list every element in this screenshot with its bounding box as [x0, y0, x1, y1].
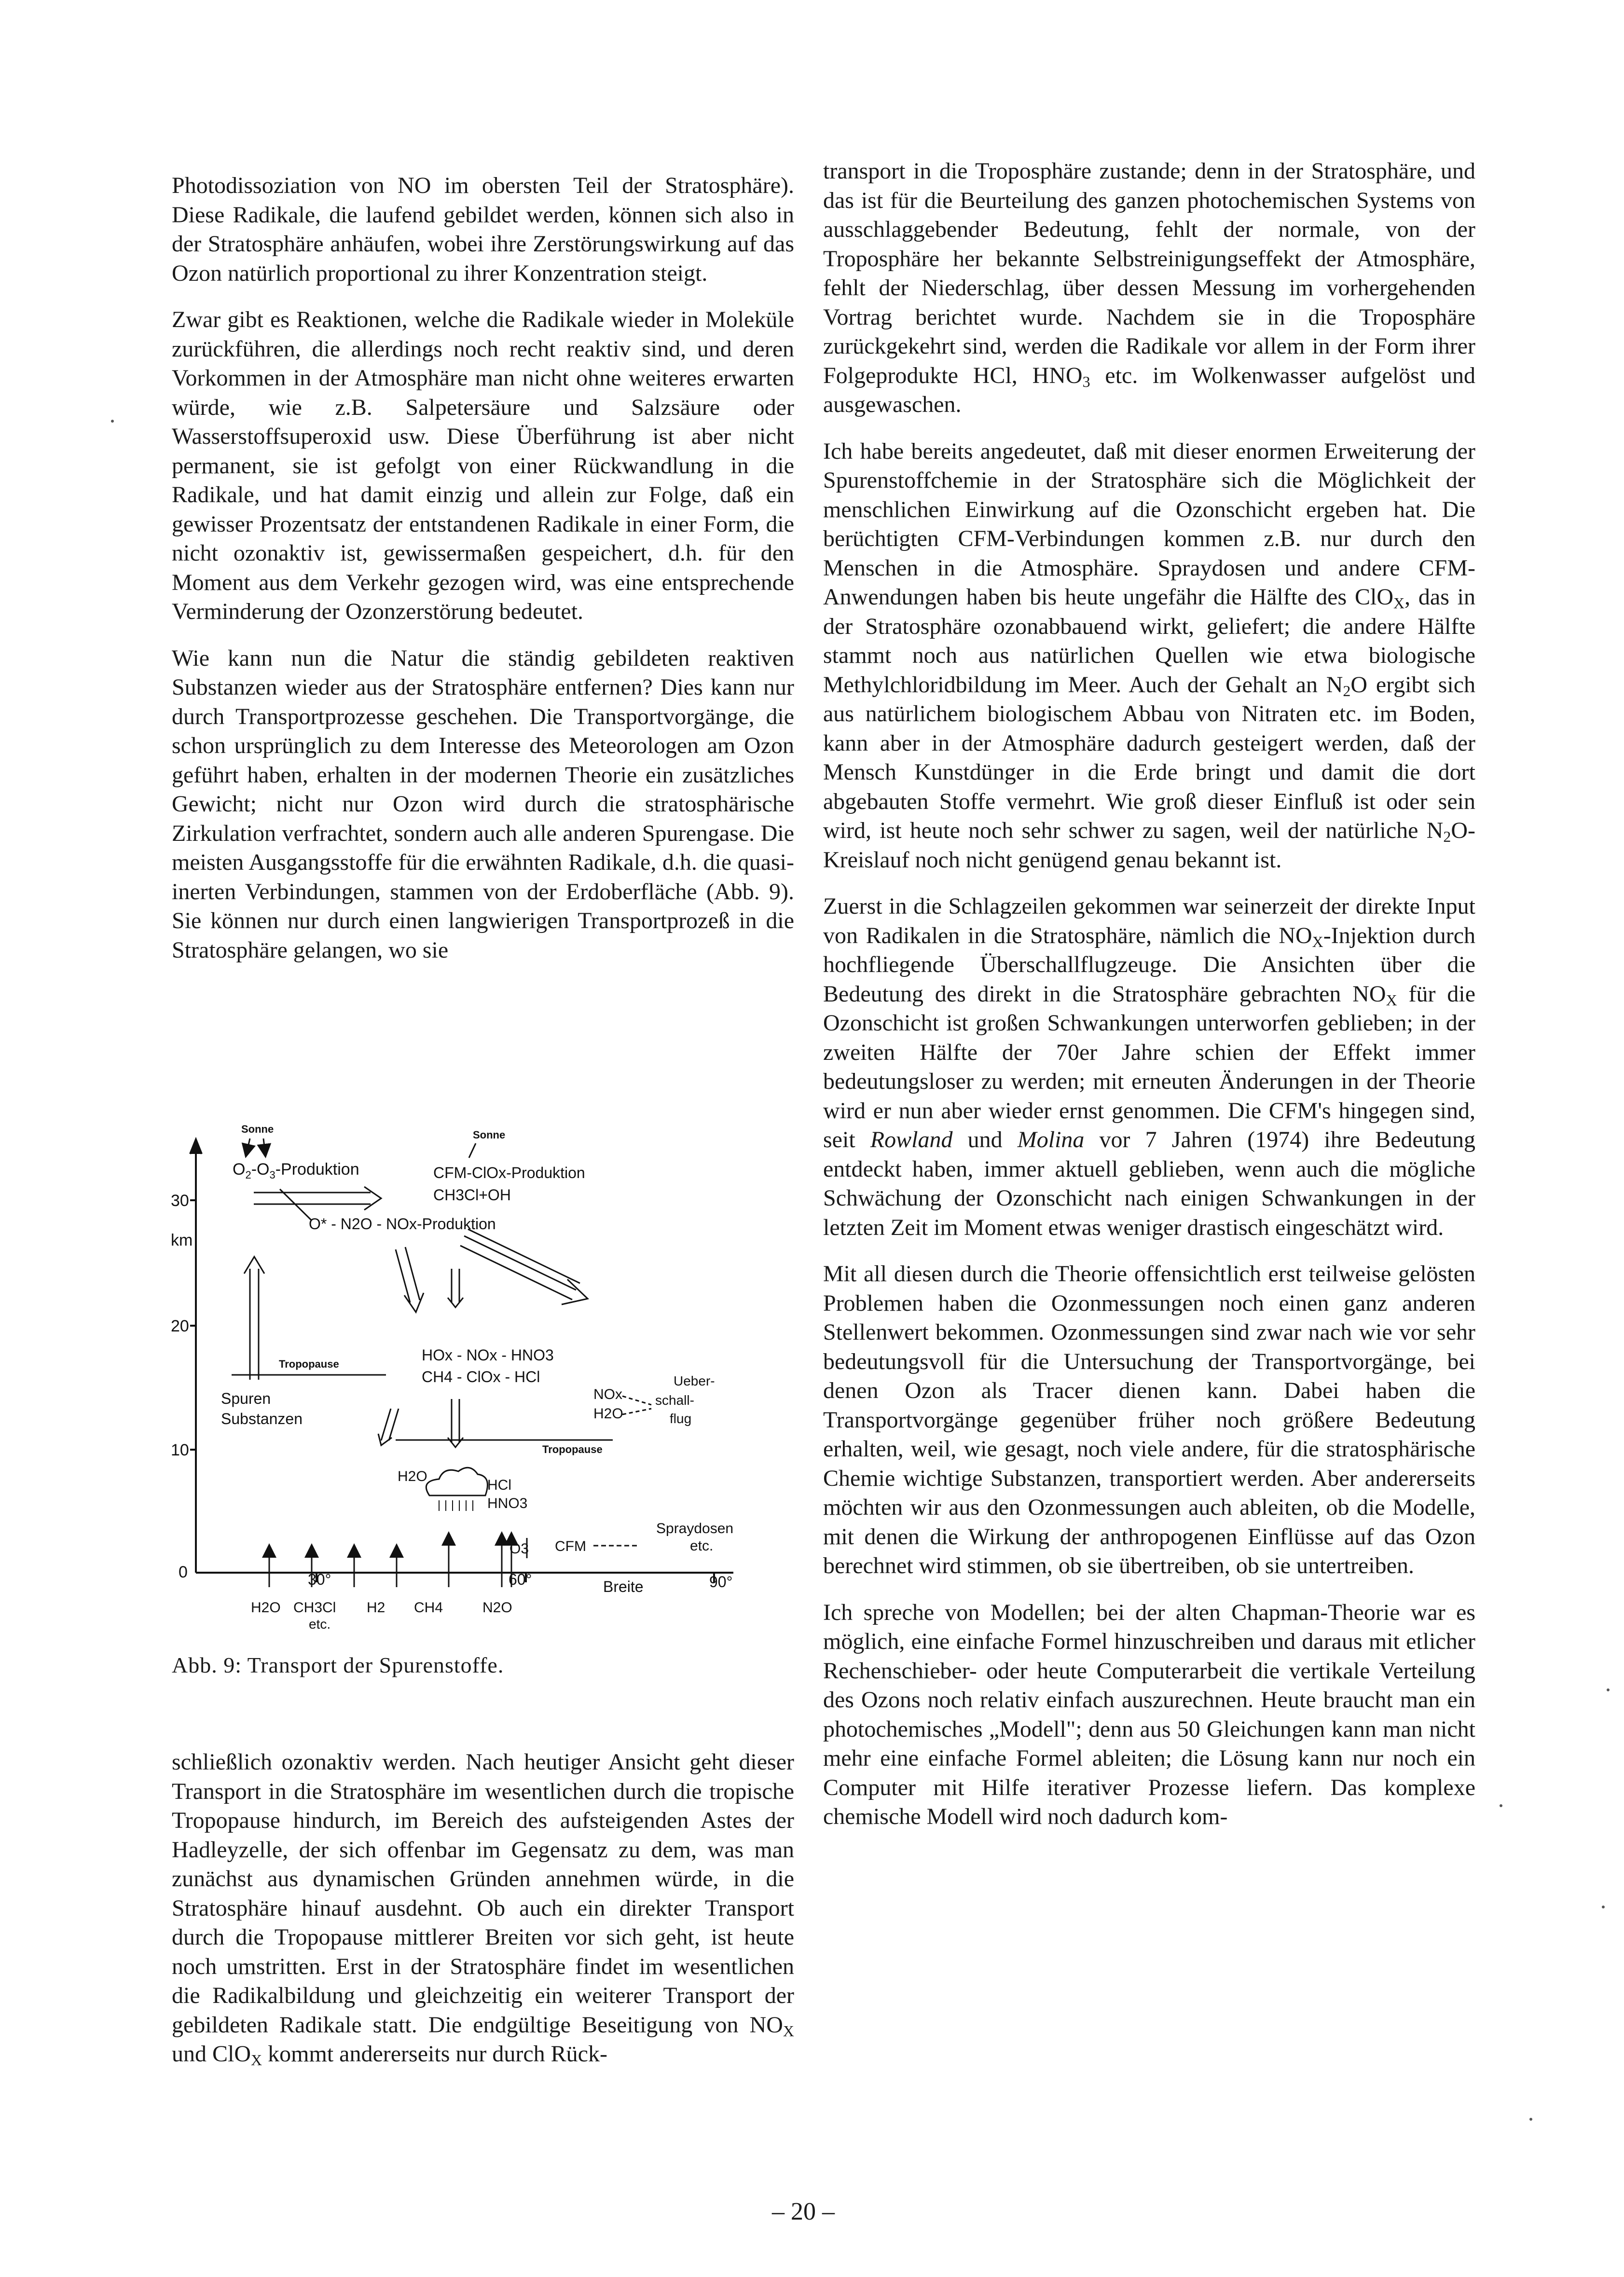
paragraph: transport in die Troposphäre zustande; denn in der Stratosphäre, und das ist für die Beurteilung des ganzen photochemischen Systems von ausschlaggebender Bedeutung, fehlt der normale, von der Troposphäre her bekannte Selbstreinigungseffekt der Atmosphäre, fehlt der Niederschlag, über dessen Messung im vorhergehenden Vortrag berichtet wurde. Nachdem sie in die Troposphäre zurückgekehrt sind, werden die Radikale vor allem in der Form ihrer Folgeprodukte HCl, $HNO_3$ etc. im Wolkenwasser aufgelöst und ausgewaschen. — [823, 158, 1476, 417]
ch3cl-oh: CH3Cl+OH — [433, 1186, 511, 1204]
ueberschall-3: flug — [670, 1411, 692, 1426]
o2-o3-production: $O_2-O_3$-Produktion — [233, 1160, 359, 1181]
cloud-icon — [426, 1468, 487, 1495]
y-tick-10: 10 — [171, 1441, 189, 1459]
transport-diagram — [169, 1110, 796, 1650]
cfm-clox-production: CFM-ClOx-Produktion — [433, 1164, 585, 1181]
x-tick-60: 60° — [509, 1571, 532, 1588]
source-h2o: H2O — [251, 1600, 281, 1616]
paragraph: Ich spreche von Modellen; bei der alten Chapman-Theorie war es möglich, eine einfache Formel hinzuschreiben und daraus mit etlicher Rechenschieber- oder heute Computerarbeit die vertikale Verteilung des Ozons noch relativ einfach auszurechnen. Heute braucht man ein photochemisches „Modell"; denn aus 50 Gleichungen kann man nicht mehr eine einfache Formel ableiten; die Lösung kann nur noch ein Computer mit Hilfe iterativer Prozesse liefern. Das komplexe chemische Modell wird noch dadurch kom- — [823, 1599, 1475, 1829]
sun-label-left: Sonne — [241, 1123, 274, 1135]
ueberschall-2: schall- — [655, 1393, 694, 1408]
scan-speck — [111, 420, 114, 423]
figure-caption: Abb. 9: Transport der Spurenstoffe. — [172, 1653, 504, 1677]
left-column-bottom — [172, 1748, 794, 2086]
tropopause-lower-label: Tropopause — [542, 1443, 603, 1455]
cloud-h2o: H2O — [398, 1468, 427, 1484]
x-tick-30: 30° — [308, 1571, 331, 1588]
paragraph: Mit all diesen durch die Theorie offensichtlich erst teilweise gelösten Problemen haben die Ozonmessungen noch einen ganz anderen Stellenwert bekommen. Ozonmessungen sind zwar nach wie vor sehr bedeutungsvoll für die Untersuchung der Transportvorgänge, bei denen Ozon als Tracer dienen kann. Dabei haben die Transportvorgänge gegenüber früher noch größere Bedeutung erhalten, weil, wie gesagt, noch viele andere, für die stratosphärische Chemie wichtige Substanzen, transportiert werden. Aber andererseits möchten wir aus den Ozonmessungen auch ableiten, ob die Modelle, mit denen die Wirkung der anthropogenen Einflüsse auf das Ozon berechnet wird stimmen, ob sie übertreiben, ob sie untertreiben. — [823, 1261, 1475, 1578]
left-column-top — [172, 171, 794, 982]
source-ch4: CH4 — [414, 1600, 443, 1616]
scan-speck — [1500, 1804, 1502, 1807]
source-ch3cl: CH3Cl — [293, 1600, 336, 1616]
source-h2: H2 — [367, 1600, 385, 1616]
paragraph: schließlich ozonaktiv werden. Nach heutiger Ansicht geht dieser Transport in die Stratosphäre im wesentlichen durch die tropische Tropopause hindurch, im Bereich des aufsteigenden Astes der Hadleyzelle, der sich offenbar im Gegensatz zu dem, was man zunächst aus dynamischen Gründen annehmen würde, in die Stratosphäre hinauf ausdehnt. Ob auch ein direkter Transport durch die Tropopause mittlerer Breiten vor sich geht, ist heute noch umstritten. Erst in der Stratosphäre findet im wesentlichen die Radikalbildung und gleichzeitig ein weiterer Transport der gebildeten Radikale statt. Die endgültige Beseitigung von $NO_X$ und ClO$_X$ kommt andererseits nur durch Rück- — [172, 1749, 795, 2069]
tropopause-upper-label: Tropopause — [279, 1358, 339, 1370]
hox-nox-hno3: HOx - NOx - HNO3 — [422, 1346, 554, 1364]
x-axis-label: Breite — [603, 1578, 644, 1595]
spraydosen-etc: etc. — [690, 1538, 714, 1554]
paragraph: Ich habe bereits angedeutet, daß mit dieser enormen Erweiterung der Spurenstoffchemie in der Stratosphäre sich die Möglichkeit der menschlichen Einwirkung auf die Ozonschicht ergeben hat. Die berüchtigten CFM-Verbindungen kommen z.B. nur durch den Menschen in die Atmosphäre. Spraydosen und andere CFM-Anwendungen haben bis heute ungefähr die Hälfte des ClO$_X$, das in der Stratosphäre ozonabbauend wirkt, geliefert; die andere Hälfte stammt noch aus natürlichen Quellen wie etwa biologische Methylchloridbildung im Meer. Auch der Gehalt an $N_2O$ ergibt sich aus natürlichem biologischem Abbau von Nitraten etc. im Boden, kann aber in der Atmosphäre dadurch gesteigert werden, daß der Mensch Kunstdünger in die Erde bringt und damit die dort abgebauten Stoffe vermehrt. Wie groß dieser Einfluß ist oder sein wird, ist heute noch sehr schwer zu sagen, weil der natürliche $N_2O$-Kreislauf noch nicht genügend genau bekannt ist. — [823, 438, 1476, 873]
ueberschall-1: Ueber- — [674, 1373, 715, 1388]
y-tick-0: 0 — [179, 1563, 188, 1581]
source-n2o: N2O — [482, 1600, 512, 1616]
cloud-hno3: HNO3 — [487, 1495, 528, 1511]
o3-label: O3 — [509, 1541, 529, 1557]
page-number: – 20 – — [772, 2198, 835, 2225]
nox-label: NOx — [593, 1386, 622, 1402]
scan-speck — [1607, 1688, 1610, 1691]
spraydosen-label: Spraydosen — [656, 1521, 734, 1536]
paragraph: Photodissoziation von NO im obersten Teil der Stratosphäre). Diese Radikale, die laufend gebildet werden, können sich also in der Stratosphäre anhäufen, wobei ihre Zerstörungswirkung auf das Ozon natürlich proportional zu ihrer Konzentration steigt. — [172, 173, 794, 286]
h2o-label: H2O — [593, 1406, 623, 1422]
sun-label-right: Sonne — [473, 1129, 506, 1141]
right-column — [823, 157, 1475, 1849]
paragraph: Zuerst in die Schlagzeilen gekommen war seinerzeit der direkte Input von Radikalen in die Stratosphäre, nämlich die $NO_X$-Injektion durch hochfliegende Überschallflugzeuge. Die Ansichten über die Bedeutung des direkt in die Stratosphäre gebrachten $NO_X$ für die Ozonschicht ist großen Schwankungen unterworfen geblieben; in der zweiten Hälfte der 70er Jahre schien der Effekt immer bedeutungsloser zu werden; mit erneuten Änderungen in der Theorie wird er nun aber wieder ernst genommen. Die CFM's hingegen sind, seit Rowland und Molina vor 7 Jahren (1974) ihre Bedeutung entdeckt haben, immer aktuell geblieben, wenn auch die mögliche Schwächung der Ozonschicht nach einigen Schwankungen in der letzten Zeit im Moment etwas weniger drastisch eingeschätzt wird. — [823, 893, 1476, 1240]
y-tick-20: 20 — [171, 1317, 189, 1335]
scan-speck — [1602, 1906, 1605, 1908]
spuren-label: Spuren — [221, 1390, 271, 1407]
cfm-label: CFM — [555, 1538, 586, 1554]
y-axis-unit: km — [171, 1231, 193, 1249]
source-etc: etc. — [309, 1617, 331, 1632]
scan-speck — [1529, 2118, 1532, 2121]
y-tick-30: 30 — [171, 1192, 189, 1210]
paragraph: Zwar gibt es Reaktionen, welche die Radikale wieder in Moleküle zurückführen, die allerdings noch recht reaktiv sind, und deren Vorkommen in der Atmosphäre man nicht ohne weiteres erwarten würde, wie z.B. Salpetersäure und Salzsäure oder Wasserstoffsuperoxid usw. Diese Überführung ist aber nicht permanent, sie ist gefolgt von einer Rückwandlung in die Radikale, und hat damit einzig und allein zur Folge, daß ein gewisser Prozentsatz der entstandenen Radikale in einer Form, die nicht ozonaktiv ist, gewissermaßen gespeichert, d.h. für den Moment aus dem Verkehr gezogen wird, was eine entsprechende Verminderung der Ozonzerstörung bedeutet. — [172, 307, 794, 624]
cloud-hcl: HCl — [487, 1477, 511, 1493]
o-n2o-nox-production: O* - N2O - NOx-Produktion — [309, 1215, 496, 1233]
paragraph: Wie kann nun die Natur die ständig gebildeten reaktiven Substanzen wieder aus der Stratosphäre entfernen? Dies kann nur durch Transportprozesse geschehen. Die Transportvorgänge, die schon ursprünglich zu dem Interesse des Meteorologen am Ozon geführt haben, erhalten in der modernen Theorie ein zusätzliches Gewicht; nicht nur Ozon wird durch die stratosphärische Zirkulation verfrachtet, sondern auch alle anderen Spurengase. Die meisten Ausgangsstoffe für die erwähnten Radikale, d.h. die quasi-inerten Verbindungen, stammen von der Erdoberfläche (Abb. 9). Sie können nur durch einen langwierigen Transportprozeß in die Stratosphäre gelangen, wo sie — [172, 645, 794, 963]
ch4-clox-hcl: CH4 - ClOx - HCl — [422, 1368, 540, 1385]
substanzen-label: Substanzen — [221, 1410, 303, 1427]
x-tick-90: 90° — [709, 1573, 733, 1591]
